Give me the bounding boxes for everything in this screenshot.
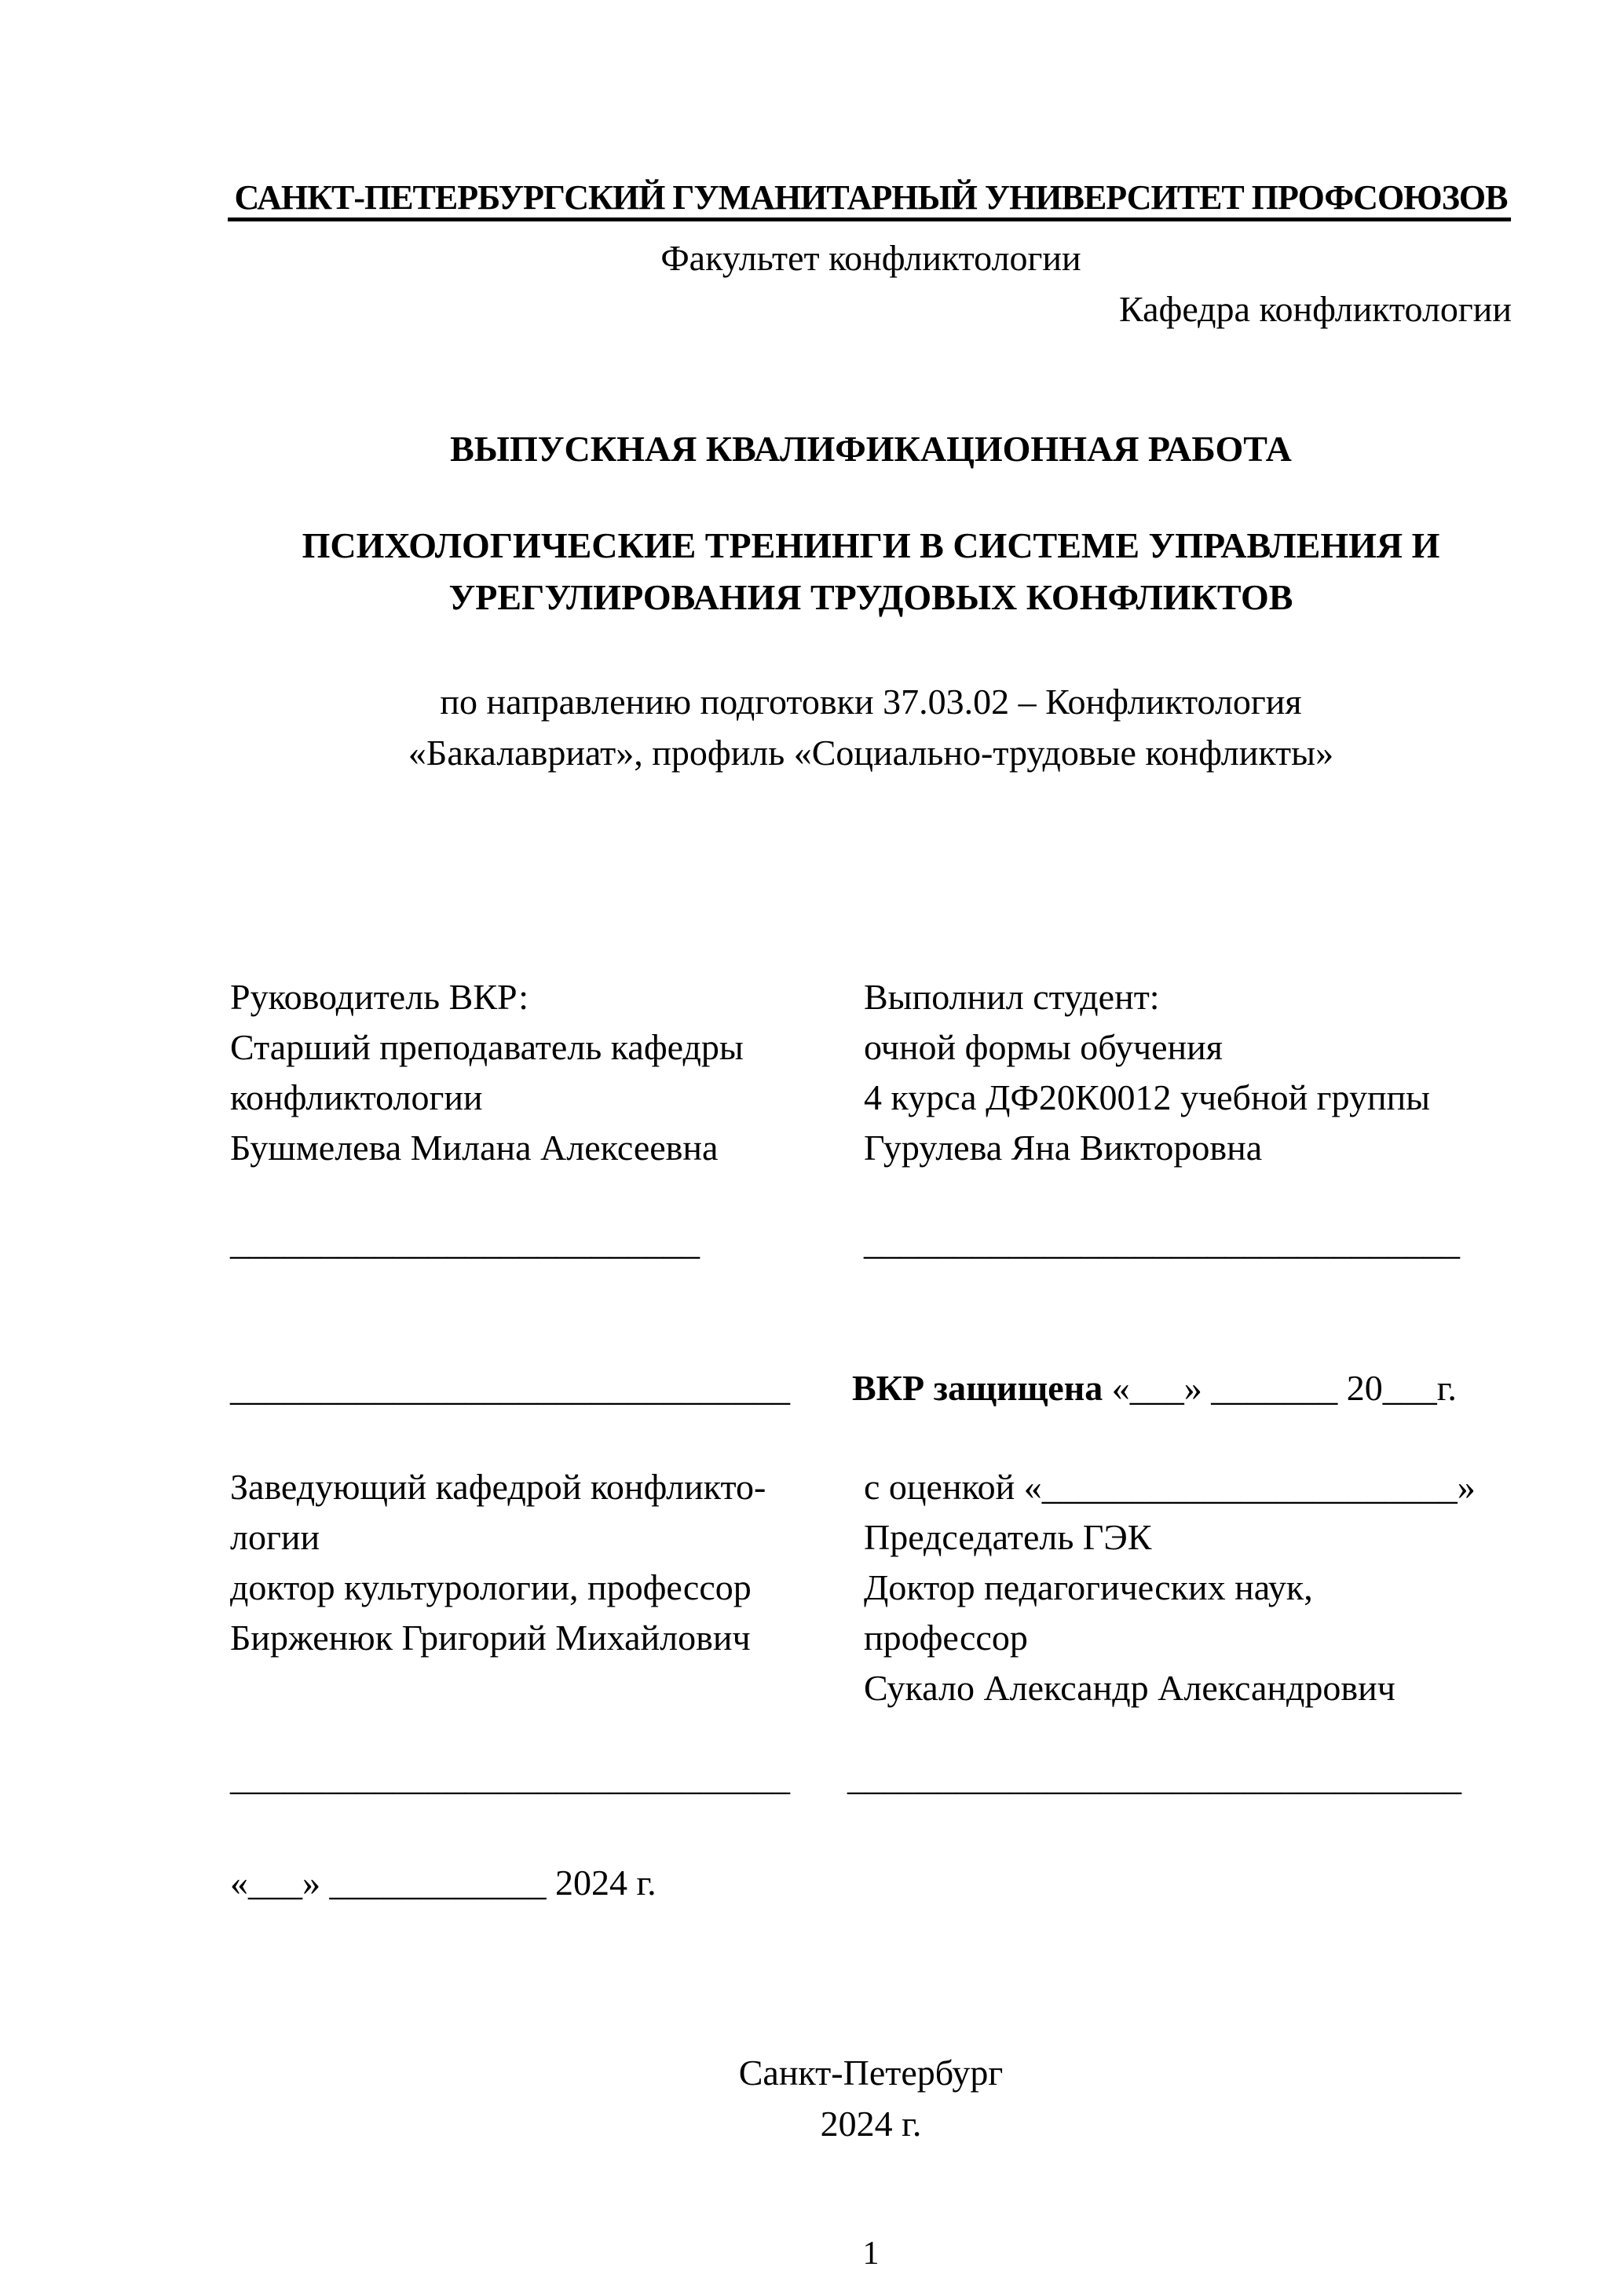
department-head-title-line2: логии [230, 1517, 320, 1557]
committee-chair-name: Сукало Александр Александрович [864, 1668, 1395, 1708]
committee-chair-degree-line1: Доктор педагогических наук, [864, 1567, 1313, 1607]
work-type-heading: ВЫПУСКНАЯ КВАЛИФИКАЦИОННАЯ РАБОТА [450, 429, 1292, 469]
student-role-label: Выполнил студент: [864, 977, 1160, 1017]
defense-date-line [852, 1363, 1457, 1413]
supervisor-position-line2: конфликтологии [230, 1077, 483, 1117]
grade-blank-line: с оценкой «_______________________» [864, 1467, 1476, 1507]
page-number: 1 [862, 2236, 880, 2272]
supervisor-signature-blank: __________________________ [230, 1222, 700, 1262]
department-head-title-line1: Заведующий кафедрой конфликто- [230, 1467, 766, 1507]
department-head-degree: доктор культурологии, профессор [230, 1567, 752, 1607]
thesis-title [230, 520, 1512, 623]
supervisor-block [230, 972, 843, 1173]
defense-date-blank: «___» _______ 20___г. [1103, 1368, 1457, 1408]
department-head-name: Бирженюк Григорий Михайлович [230, 1618, 751, 1658]
supervisor-position-line1: Старший преподаватель кафедры [230, 1027, 744, 1067]
supervisor-role-label: Руководитель ВКР: [230, 977, 529, 1017]
department-head-signature-blank-2: _______________________________ [230, 1757, 790, 1797]
student-name: Гурулева Яна Викторовна [864, 1128, 1263, 1168]
committee-block [864, 1462, 1531, 1713]
defense-label: ВКР защищена [852, 1368, 1103, 1408]
supervisor-name: Бушмелева Милана Алексеевна [230, 1128, 719, 1168]
footer-city: Санкт-Петербург [738, 2053, 1004, 2093]
student-group: 4 курса ДФ20К0012 учебной группы [864, 1077, 1431, 1117]
committee-signature-blank: __________________________________ [847, 1757, 1461, 1797]
program-direction: по направлению подготовки 37.03.02 – Конфликтология [440, 682, 1302, 722]
header-divider-rule [228, 218, 1511, 221]
department-head-signature-blank: _______________________________ [230, 1368, 790, 1408]
university-name: САНКТ-ПЕТЕРБУРГСКИЙ ГУМАНИТАРНЫЙ УНИВЕРСИТЕТ ПРОФСОЮЗОВ [234, 178, 1508, 217]
committee-chair-degree-line2: профессор [864, 1618, 1028, 1658]
department-head-block [230, 1462, 843, 1663]
program-profile: «Бакалавриат», профиль «Социально-трудовые конфликты» [408, 733, 1334, 773]
department-head-date-blank: «___» ____________ 2024 г. [230, 1863, 657, 1903]
thesis-title-line2: УРЕГУЛИРОВАНИЯ ТРУДОВЫХ КОНФЛИКТОВ [448, 577, 1293, 617]
thesis-title-line1: ПСИХОЛОГИЧЕСКИЕ ТРЕНИНГИ В СИСТЕМЕ УПРАВЛЕНИЯ И [302, 525, 1440, 565]
student-signature-blank: _________________________________ [864, 1222, 1460, 1262]
student-study-form: очной формы обучения [864, 1027, 1223, 1067]
footer-year: 2024 г. [820, 2104, 922, 2144]
committee-chair-label: Председатель ГЭК [864, 1517, 1152, 1557]
faculty-name: Факультет конфликтологии [660, 238, 1081, 278]
student-block [864, 972, 1516, 1173]
department-name: Кафедра конфликтологии [1119, 289, 1512, 329]
